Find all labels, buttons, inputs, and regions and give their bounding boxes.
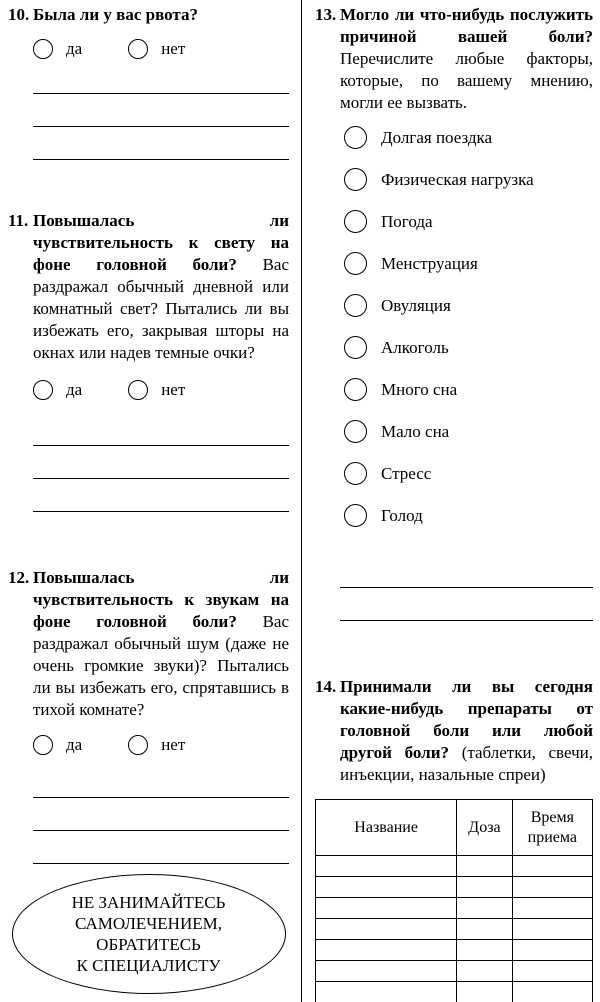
checkbox-circle-icon[interactable] bbox=[344, 168, 367, 191]
factor-item[interactable] bbox=[344, 378, 593, 401]
right-column bbox=[315, 0, 593, 1002]
table-cell[interactable] bbox=[457, 919, 512, 940]
question-number: 14. bbox=[315, 677, 337, 696]
table-cell[interactable] bbox=[316, 856, 457, 877]
table-cell[interactable] bbox=[316, 898, 457, 919]
question-10-text bbox=[8, 4, 289, 26]
answer-lines bbox=[33, 765, 289, 864]
warning-line: САМОЛЕЧЕНИЕМ, bbox=[75, 914, 222, 933]
checkbox-circle-icon[interactable] bbox=[344, 336, 367, 359]
table-cell[interactable] bbox=[316, 940, 457, 961]
radio-option-no[interactable] bbox=[128, 380, 185, 400]
column-header-time: Время приема bbox=[512, 800, 592, 856]
table-row bbox=[316, 961, 593, 982]
radio-label: нет bbox=[161, 735, 186, 754]
question-number: 11. bbox=[8, 211, 29, 230]
warning-line: К СПЕЦИАЛИСТУ bbox=[76, 956, 221, 975]
radio-circle-icon[interactable] bbox=[128, 380, 148, 400]
answer-line[interactable] bbox=[340, 588, 593, 621]
factor-list bbox=[344, 126, 593, 527]
answer-lines bbox=[340, 555, 593, 621]
radio-option-no[interactable] bbox=[128, 735, 185, 755]
table-cell[interactable] bbox=[316, 877, 457, 898]
table-cell[interactable] bbox=[316, 919, 457, 940]
medication-table bbox=[315, 799, 593, 1002]
radio-option-no[interactable] bbox=[128, 39, 185, 59]
table-header-row bbox=[316, 800, 593, 856]
factor-item[interactable] bbox=[344, 294, 593, 317]
answer-line[interactable] bbox=[33, 798, 289, 831]
radio-circle-icon[interactable] bbox=[33, 735, 53, 755]
table-cell[interactable] bbox=[512, 898, 592, 919]
radio-label: да bbox=[66, 735, 83, 754]
factor-label: Погода bbox=[381, 211, 433, 231]
factor-item[interactable] bbox=[344, 252, 593, 275]
radio-option-yes[interactable] bbox=[33, 39, 82, 59]
radio-circle-icon[interactable] bbox=[33, 380, 53, 400]
factor-label: Алкоголь bbox=[381, 337, 449, 357]
question-13 bbox=[315, 4, 593, 621]
question-bold-text: Принимали ли вы сегодня какие-нибудь препараты от головной боли или любой другой боли? bbox=[340, 677, 593, 762]
radio-option-yes[interactable] bbox=[33, 735, 82, 755]
checkbox-circle-icon[interactable] bbox=[344, 210, 367, 233]
question-bold-text: Была ли у вас рвота? bbox=[33, 5, 198, 24]
question-bold-text: Повышалась ли чувствительность к звукам на фоне головной боли? bbox=[33, 568, 289, 631]
radio-label: да bbox=[66, 39, 83, 58]
question-12-answers bbox=[33, 735, 289, 755]
factor-item[interactable] bbox=[344, 504, 593, 527]
answer-line[interactable] bbox=[33, 446, 289, 479]
factor-item[interactable] bbox=[344, 462, 593, 485]
factor-item[interactable] bbox=[344, 126, 593, 149]
table-cell[interactable] bbox=[512, 877, 592, 898]
factor-item[interactable] bbox=[344, 420, 593, 443]
table-cell[interactable] bbox=[457, 877, 512, 898]
radio-label: нет bbox=[161, 39, 186, 58]
question-rest-text: Вас раздражал обычный дневной или комнатный свет? Пытались ли вы избежать его, закрывая шторы на окнах или надев темные очки? bbox=[33, 255, 289, 362]
table-row bbox=[316, 856, 593, 877]
question-13-text bbox=[315, 4, 593, 114]
question-10-answers bbox=[33, 39, 289, 59]
factor-label: Голод bbox=[381, 505, 423, 525]
table-cell[interactable] bbox=[457, 961, 512, 982]
table-row bbox=[316, 877, 593, 898]
question-rest-text: Перечислите любые факторы, которые, по вашему мнению, могли ее вызвать. bbox=[340, 49, 593, 112]
question-number: 10. bbox=[8, 5, 30, 24]
question-12 bbox=[8, 567, 289, 864]
column-header-name: Название bbox=[316, 800, 457, 856]
answer-line[interactable] bbox=[33, 61, 289, 94]
question-11-answers bbox=[33, 380, 289, 400]
table-cell[interactable] bbox=[512, 919, 592, 940]
checkbox-circle-icon[interactable] bbox=[344, 252, 367, 275]
answer-lines bbox=[33, 61, 289, 160]
table-cell[interactable] bbox=[512, 856, 592, 877]
column-divider bbox=[301, 0, 302, 1002]
question-11-text bbox=[8, 210, 289, 364]
question-14-text bbox=[315, 676, 593, 786]
question-rest-text: (таблетки, свечи, инъекции, назальные спреи) bbox=[340, 743, 593, 784]
radio-option-yes[interactable] bbox=[33, 380, 82, 400]
radio-circle-icon[interactable] bbox=[128, 39, 148, 59]
factor-label: Менструация bbox=[381, 253, 478, 273]
question-14 bbox=[315, 676, 593, 1002]
warning-line: НЕ ЗАНИМАЙТЕСЬ bbox=[71, 893, 226, 912]
factor-item[interactable] bbox=[344, 168, 593, 191]
checkbox-circle-icon[interactable] bbox=[344, 378, 367, 401]
medication-table-body bbox=[316, 856, 593, 1002]
factor-label: Много сна bbox=[381, 379, 458, 399]
question-bold-text: Повышалась ли чувствительность к свету на фоне головной боли? bbox=[33, 211, 289, 274]
answer-line[interactable] bbox=[340, 555, 593, 588]
factor-label: Овуляция bbox=[381, 295, 451, 315]
table-row bbox=[316, 898, 593, 919]
radio-circle-icon[interactable] bbox=[33, 39, 53, 59]
table-cell[interactable] bbox=[512, 982, 592, 1002]
question-bold-text: Могло ли что-нибудь послужить причиной вашей боли? bbox=[340, 5, 593, 46]
answer-line[interactable] bbox=[33, 127, 289, 160]
checkbox-circle-icon[interactable] bbox=[344, 504, 367, 527]
answer-line[interactable] bbox=[33, 413, 289, 446]
question-11 bbox=[8, 210, 289, 512]
answer-line[interactable] bbox=[33, 479, 289, 512]
factor-label: Долгая поездка bbox=[381, 127, 493, 147]
table-row bbox=[316, 982, 593, 1002]
checkbox-circle-icon[interactable] bbox=[344, 420, 367, 443]
checkbox-circle-icon[interactable] bbox=[344, 462, 367, 485]
radio-circle-icon[interactable] bbox=[128, 735, 148, 755]
question-12-text bbox=[8, 567, 289, 721]
table-cell[interactable] bbox=[316, 961, 457, 982]
table-cell[interactable] bbox=[316, 982, 457, 1002]
answer-line[interactable] bbox=[33, 765, 289, 798]
left-column bbox=[8, 0, 289, 994]
answer-line[interactable] bbox=[33, 831, 289, 864]
column-header-dose: Доза bbox=[457, 800, 512, 856]
radio-label: нет bbox=[161, 380, 186, 399]
warning-line: ОБРАТИТЕСЬ bbox=[96, 935, 201, 954]
factor-item[interactable] bbox=[344, 210, 593, 233]
table-cell[interactable] bbox=[457, 898, 512, 919]
radio-label: да bbox=[66, 380, 83, 399]
table-row bbox=[316, 919, 593, 940]
table-cell[interactable] bbox=[457, 982, 512, 1002]
factor-item[interactable] bbox=[344, 336, 593, 359]
answer-lines bbox=[33, 413, 289, 512]
question-number: 12. bbox=[8, 568, 30, 587]
self-treatment-warning bbox=[12, 874, 286, 994]
checkbox-circle-icon[interactable] bbox=[344, 294, 367, 317]
table-row bbox=[316, 940, 593, 961]
table-cell[interactable] bbox=[457, 856, 512, 877]
question-number: 13. bbox=[315, 5, 337, 24]
factor-label: Мало сна bbox=[381, 421, 450, 441]
table-cell[interactable] bbox=[512, 961, 592, 982]
answer-line[interactable] bbox=[33, 94, 289, 127]
table-cell[interactable] bbox=[457, 940, 512, 961]
table-cell[interactable] bbox=[512, 940, 592, 961]
question-10 bbox=[8, 4, 289, 160]
factor-label: Стресс bbox=[381, 463, 432, 483]
checkbox-circle-icon[interactable] bbox=[344, 126, 367, 149]
question-rest-text: Вас раздражал обычный шум (даже не очень громкие звуки)? Пытались ли вы избежать его, спрятавшись в тихой комнате? bbox=[33, 612, 289, 719]
factor-label: Физическая нагрузка bbox=[381, 169, 534, 189]
